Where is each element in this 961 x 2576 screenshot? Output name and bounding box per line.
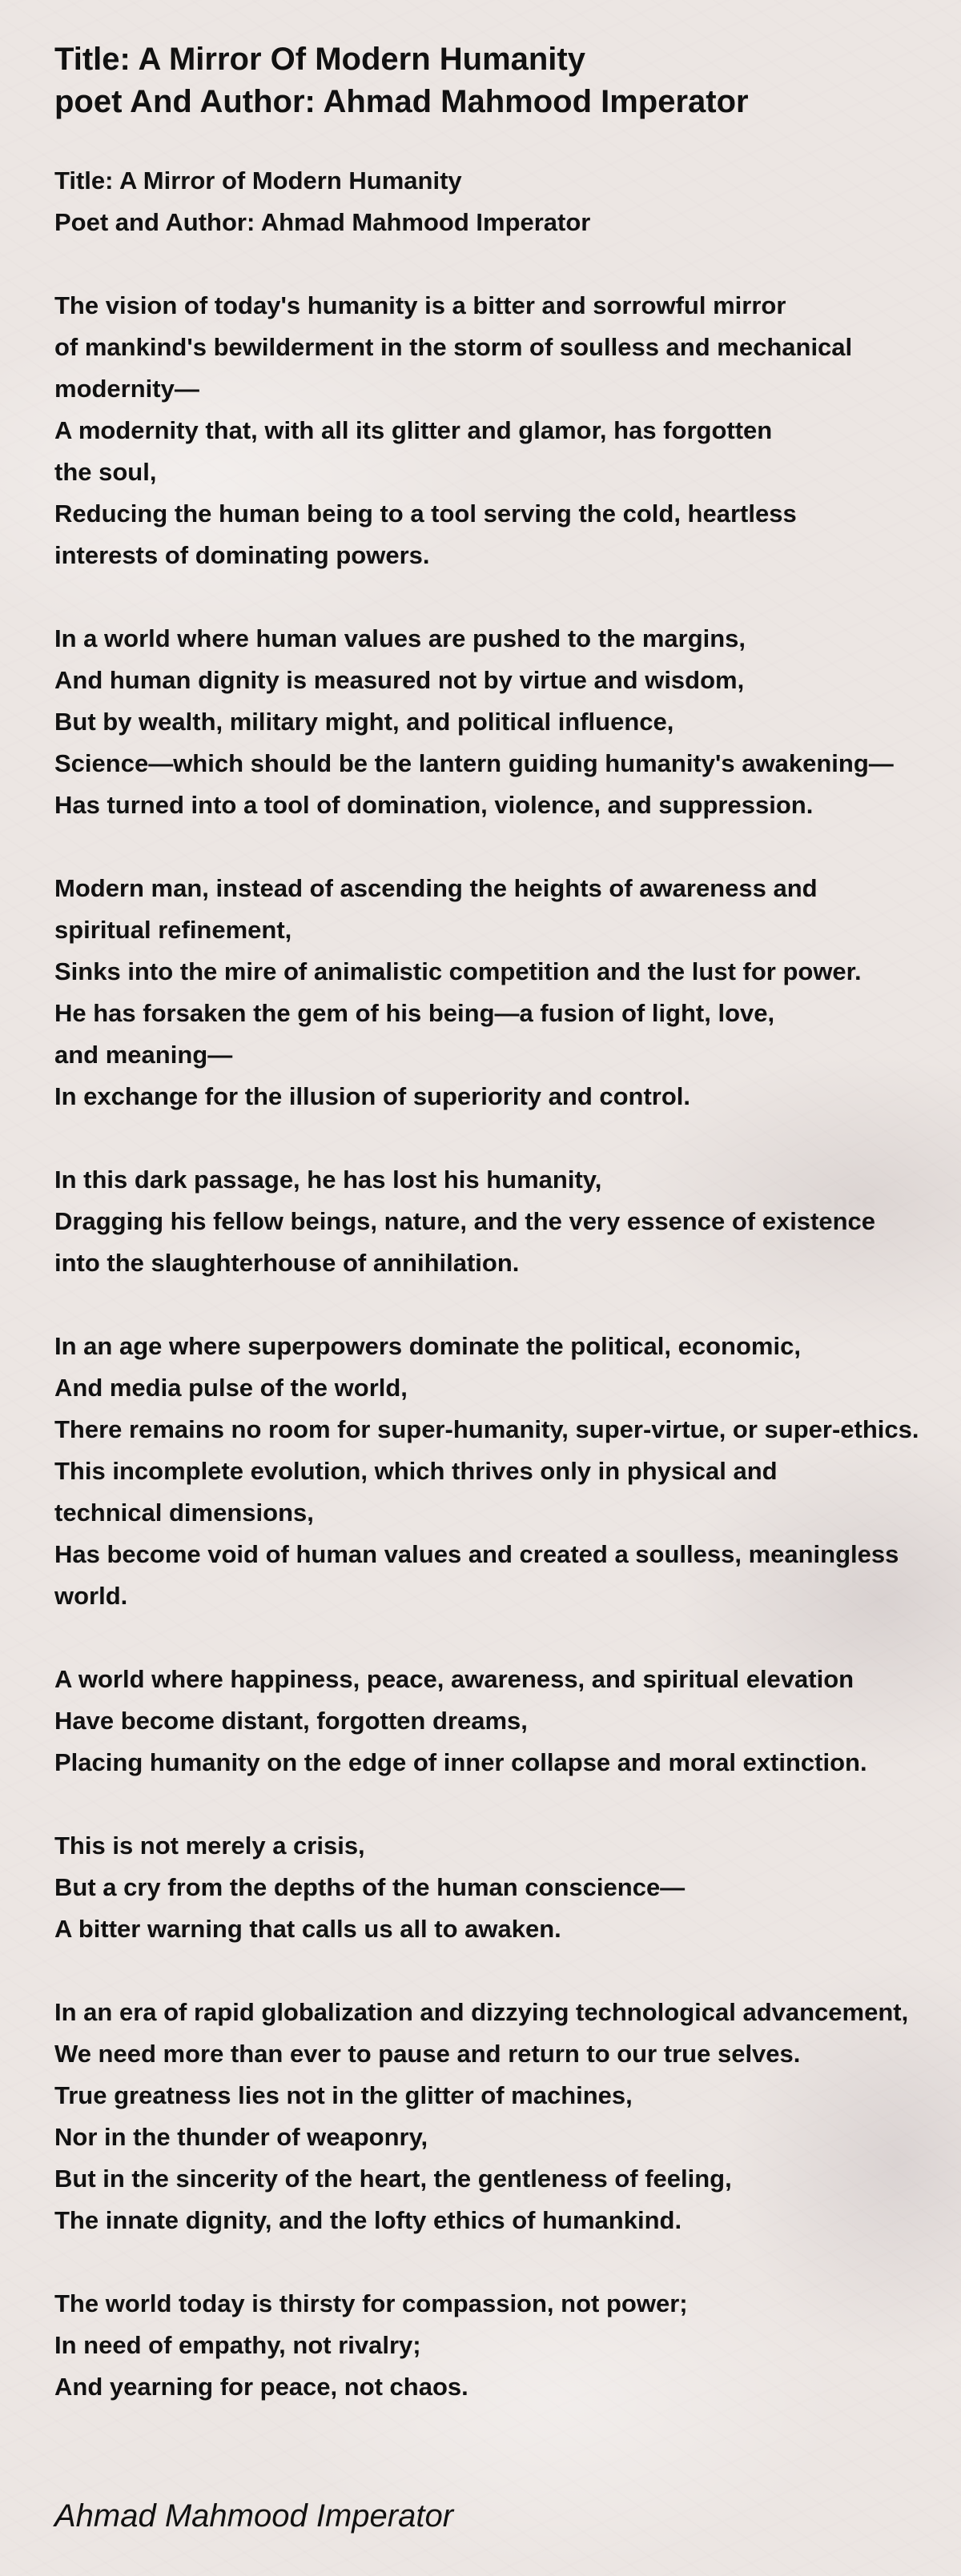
poem-line: In an age where superpowers dominate the political, economic, (54, 1332, 801, 1360)
poem-line: And yearning for peace, not chaos. (54, 2373, 468, 2401)
poem-content (54, 38, 951, 2450)
poem-line: But in the sincerity of the heart, the gentleness of feeling, (54, 2165, 732, 2193)
poem-line: This incomplete evolution, which thrives only in physical and (54, 1457, 778, 1485)
poem-line: modernity— (54, 375, 199, 403)
poem-line: Dragging his fellow beings, nature, and the very essence of existence (54, 1207, 876, 1235)
poem-line: And human dignity is measured not by virtue and wisdom, (54, 666, 745, 694)
poem-line: And media pulse of the world, (54, 1374, 408, 1402)
poem-line: Placing humanity on the edge of inner collapse and moral extinction. (54, 1748, 867, 1776)
poem-line: In a world where human values are pushed to the margins, (54, 624, 746, 652)
poem-line: and meaning— (54, 1041, 233, 1069)
poem-line: into the slaughterhouse of annihilation. (54, 1249, 520, 1277)
poem-line: Have become distant, forgotten dreams, (54, 1707, 528, 1735)
poem-line: The innate dignity, and the lofty ethics of humankind. (54, 2206, 682, 2234)
poem-line: spiritual refinement, (54, 916, 292, 944)
poem-line: The world today is thirsty for compassion, not power; (54, 2289, 688, 2317)
poem-line: the soul, (54, 458, 157, 486)
poem-stanza (54, 1992, 951, 2241)
poem-line: Reducing the human being to a tool serving the cold, heartless (54, 500, 797, 528)
poem-line: Modern man, instead of ascending the heights of awareness and (54, 874, 818, 902)
poem-line: of mankind's bewilderment in the storm of soulless and mechanical (54, 333, 853, 361)
poem-line: We need more than ever to pause and return to our true selves. (54, 2040, 801, 2068)
poem-line: In an era of rapid globalization and dizzying technological advancement, (54, 1998, 909, 2026)
subheader-author-line: Poet and Author: Ahmad Mahmood Imperator (54, 208, 591, 236)
poem-line: But by wealth, military might, and political influence, (54, 708, 674, 736)
poem-stanza (54, 1659, 951, 1784)
poem-stanza (54, 868, 951, 1117)
poem-line: technical dimensions, (54, 1499, 314, 1527)
poem-line: There remains no room for super-humanity, super-virtue, or super-ethics. (54, 1415, 919, 1443)
poem-line: But a cry from the depths of the human conscience— (54, 1873, 686, 1901)
author-line: poet And Author: Ahmad Mahmood Imperator (54, 84, 749, 119)
poem-line: True greatness lies not in the glitter of machines, (54, 2081, 633, 2109)
poem-line: In need of empathy, not rivalry; (54, 2331, 421, 2359)
poem-line: interests of dominating powers. (54, 541, 430, 569)
poem-line: A bitter warning that calls us all to awaken. (54, 1915, 561, 1943)
poem-line: A world where happiness, peace, awareness, and spiritual elevation (54, 1665, 854, 1693)
poem-line: A modernity that, with all its glitter and glamor, has forgotten (54, 416, 773, 444)
poem-stanza (54, 285, 951, 576)
poem-line: Has turned into a tool of domination, violence, and suppression. (54, 791, 814, 819)
poem-line: world. (54, 1582, 128, 1610)
poem-subheader (54, 160, 951, 243)
poem-line: The vision of today's humanity is a bitter and sorrowful mirror (54, 291, 786, 319)
poem-stanza (54, 1326, 951, 1617)
poem-line: Has become void of human values and created a soulless, meaningless (54, 1540, 899, 1568)
poem-stanza (54, 618, 951, 826)
poem-line: In this dark passage, he has lost his humanity, (54, 1166, 602, 1194)
poem-line: Nor in the thunder of weaponry, (54, 2123, 428, 2151)
poem-line: He has forsaken the gem of his being—a fusion of light, love, (54, 999, 775, 1027)
title-line: Title: A Mirror Of Modern Humanity (54, 42, 585, 77)
poem-stanza (54, 1825, 951, 1950)
author-signature: Ahmad Mahmood Imperator (54, 2498, 454, 2534)
poem-line: In exchange for the illusion of superiority and control. (54, 1082, 691, 1110)
page-title (54, 38, 951, 123)
poem-line: Science—which should be the lantern guiding humanity's awakening— (54, 749, 894, 777)
poem-stanza (54, 2283, 951, 2408)
poem-stanza (54, 1159, 951, 1284)
subheader-title-line: Title: A Mirror of Modern Humanity (54, 167, 462, 195)
poem-body (54, 285, 951, 2408)
poem-line: Sinks into the mire of animalistic competition and the lust for power. (54, 957, 862, 985)
poem-line: This is not merely a crisis, (54, 1832, 365, 1860)
